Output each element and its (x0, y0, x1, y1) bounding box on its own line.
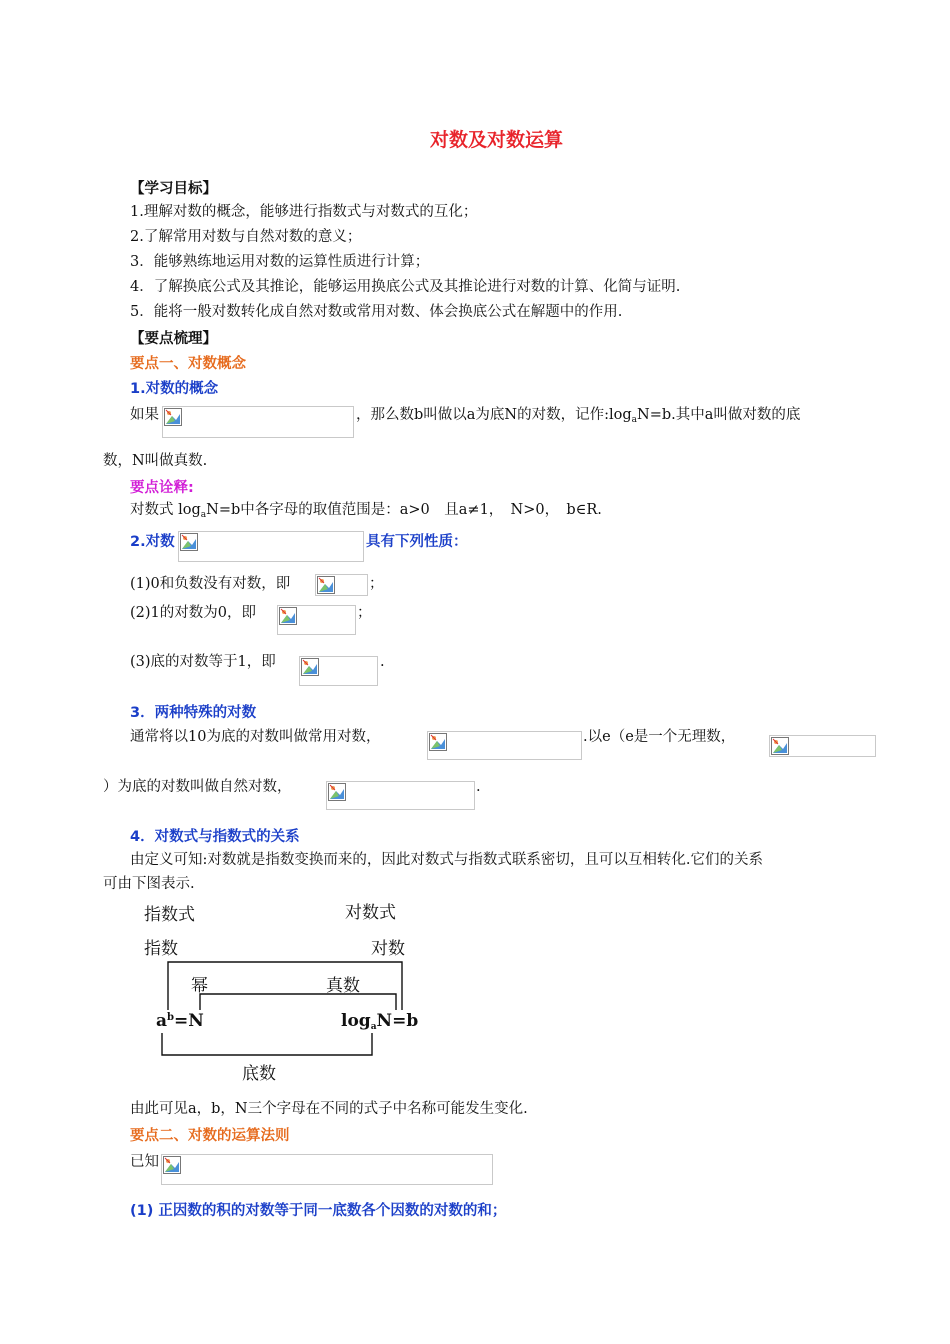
property-3: (3)底的对数等于1，即 (130, 654, 276, 670)
formula-image (315, 574, 368, 596)
broken-image-icon (180, 533, 198, 551)
objective-item: 1.理解对数的概念，能够进行指数式与对数式的互化； (130, 204, 478, 220)
formula-image (299, 656, 378, 686)
given-text: 已知 (130, 1154, 159, 1170)
exponent-label: 指数 (144, 939, 178, 959)
base-label: 底数 (242, 1064, 276, 1084)
property-2: (2)1的对数为0，即 (130, 605, 256, 621)
broken-image-icon (164, 408, 182, 426)
rule-1: (1) 正因数的积的对数等于同一底数各个因数的对数的和； (130, 1203, 507, 1219)
definition-text: ，那么数b叫做以a为底N的对数，记作$:\log_aN=b$.其中a叫做对数的底 (356, 407, 801, 425)
objective-item: 3．能够熟练地运用对数的运算性质进行计算； (130, 254, 430, 270)
formula-image (161, 1154, 493, 1185)
formula-image (162, 406, 354, 438)
subsection-relation: 4．对数式与指数式的关系 (130, 829, 300, 845)
broken-image-icon (279, 607, 297, 625)
objective-item: 2.了解常用对数与自然对数的意义； (130, 229, 362, 245)
note-heading: 要点诠释: (130, 480, 194, 496)
log-formula: $\log_aN=b$ (341, 1011, 419, 1032)
power-label: 幂 (191, 976, 208, 996)
formula-image (277, 605, 356, 635)
exp-form-label: 指数式 (144, 905, 195, 925)
formula-image (427, 731, 582, 760)
log-form-label: 对数式 (345, 903, 396, 923)
broken-image-icon (429, 733, 447, 751)
relation-conclusion: 由此可见a，b，N三个字母在不同的式子中名称可能发生变化. (130, 1101, 528, 1117)
objective-item: 4．了解换底公式及其推论，能够运用换底公式及其推论进行对数的计算、化简与证明. (130, 279, 681, 295)
common-log-text: 通常将以10为底的对数叫做常用对数， (130, 729, 381, 745)
formula-image (178, 531, 364, 562)
formula-image (769, 735, 876, 757)
exp-formula: $a^b=N$ (156, 1011, 204, 1031)
relation-text: 由定义可知:对数就是指数变换而来的，因此对数式与指数式联系密切，且可以互相转化.它们的关系 (130, 852, 763, 868)
formula-image (326, 781, 475, 810)
point1-heading: 要点一、对数概念 (130, 356, 246, 372)
objective-item: 5．能将一般对数转化成自然对数或常用对数、体会换底公式在解题中的作用. (130, 304, 623, 320)
subsection-properties-suffix: 具有下列性质： (366, 534, 468, 550)
natural-log-text: ）为底的对数叫做自然对数， (103, 779, 292, 795)
point2-heading: 要点二、对数的运算法则 (130, 1128, 290, 1144)
relation-text-line2: 可由下图表示. (103, 876, 195, 892)
broken-image-icon (771, 737, 789, 755)
review-heading: 【要点梳理】 (130, 331, 217, 347)
antilog-label: 真数 (326, 976, 360, 996)
subsection-concept: 1.对数的概念 (130, 381, 219, 397)
property-1: (1)0和负数没有对数，即 (130, 576, 291, 592)
property-3-end: . (380, 654, 385, 670)
logarithm-label: 对数 (371, 939, 405, 959)
definition-prefix: 如果 (130, 407, 159, 423)
property-2-end: ； (357, 605, 372, 621)
broken-image-icon (163, 1156, 181, 1174)
natural-log-end: . (476, 779, 481, 795)
note-text: 对数式 $\log_aN=b$中各字母的取值范围是：a>0 且a≠1， N>0， b∈R. (130, 502, 602, 520)
common-log-mid: .以e（e是一个无理数， (583, 729, 736, 745)
broken-image-icon (328, 783, 346, 801)
subsection-special-logs: 3．两种特殊的对数 (130, 705, 257, 721)
objectives-heading: 【学习目标】 (130, 181, 217, 197)
page-title: 对数及对数运算 (430, 129, 564, 151)
broken-image-icon (317, 576, 335, 594)
subsection-properties: 2.对数 (130, 534, 175, 550)
exp-log-relation-diagram (130, 895, 430, 1085)
definition-line2: 数，N叫做真数. (103, 453, 208, 469)
property-1-end: ； (369, 576, 384, 592)
broken-image-icon (301, 658, 319, 676)
